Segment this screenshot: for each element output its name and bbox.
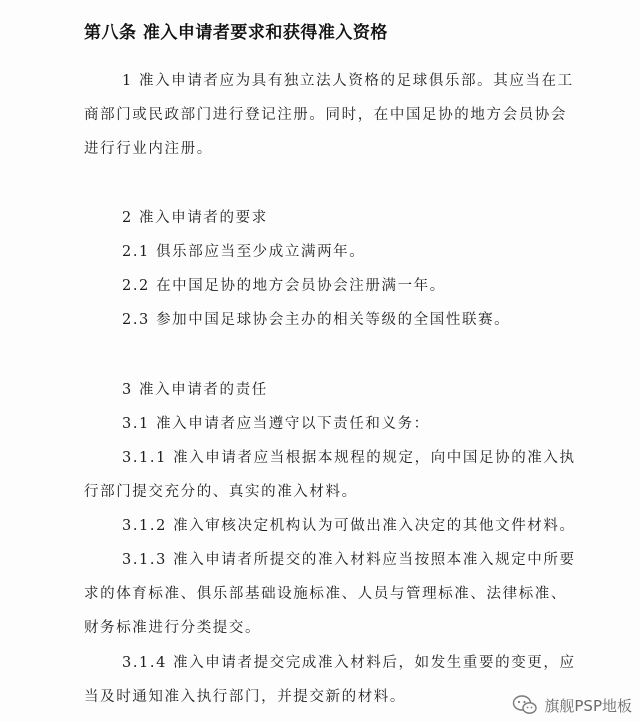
section-heading: 3 准入申请者的责任 bbox=[122, 382, 268, 398]
list-item: 2.2 在中国足协的地方会员协会注册满一年。 bbox=[122, 278, 446, 294]
paragraph-line: 1 准入申请者应为具有独立法人资格的足球俱乐部。其应当在工 bbox=[122, 73, 574, 89]
list-item: 3.1.4 准入申请者提交完成准入材料后，如发生重要的变更，应 bbox=[122, 655, 576, 671]
article-title: 第八条 准入申请者要求和获得准入资格 bbox=[84, 23, 388, 43]
list-item: 3.1.1 准入申请者应当根据本规程的规定，向中国足协的准入执 bbox=[122, 450, 576, 466]
paragraph-line: 进行行业内注册。 bbox=[84, 141, 213, 157]
section-heading: 2 准入申请者的要求 bbox=[122, 210, 268, 226]
list-item: 2.3 参加中国足球协会主办的相关等级的全国性联赛。 bbox=[122, 312, 511, 328]
paragraph-line: 行部门提交充分的、真实的准入材料。 bbox=[84, 484, 358, 500]
list-item: 2.1 俱乐部应当至少成立满两年。 bbox=[122, 244, 366, 260]
paragraph-line: 商部门或民政部门进行登记注册。同时，在中国足协的地方会员协会 bbox=[84, 107, 567, 123]
paragraph-line: 求的体育标准、俱乐部基础设施标准、人员与管理标准、法律标准、 bbox=[84, 586, 567, 602]
watermark bbox=[512, 694, 632, 716]
wechat-icon bbox=[512, 694, 538, 716]
list-item: 3.1.2 准入审核决定机构认为可做出准入决定的其他文件材料。 bbox=[122, 518, 576, 534]
watermark-text: 旗舰PSP地板 bbox=[544, 696, 632, 715]
paragraph-line: 财务标准进行分类提交。 bbox=[84, 620, 262, 636]
paragraph-line: 当及时通知准入执行部门，并提交新的材料。 bbox=[84, 689, 406, 705]
list-item: 3.1.3 准入申请者所提交的准入材料应当按照本准入规定中所要 bbox=[122, 552, 576, 568]
list-item: 3.1 准入申请者应当遵守以下责任和义务： bbox=[122, 416, 430, 432]
